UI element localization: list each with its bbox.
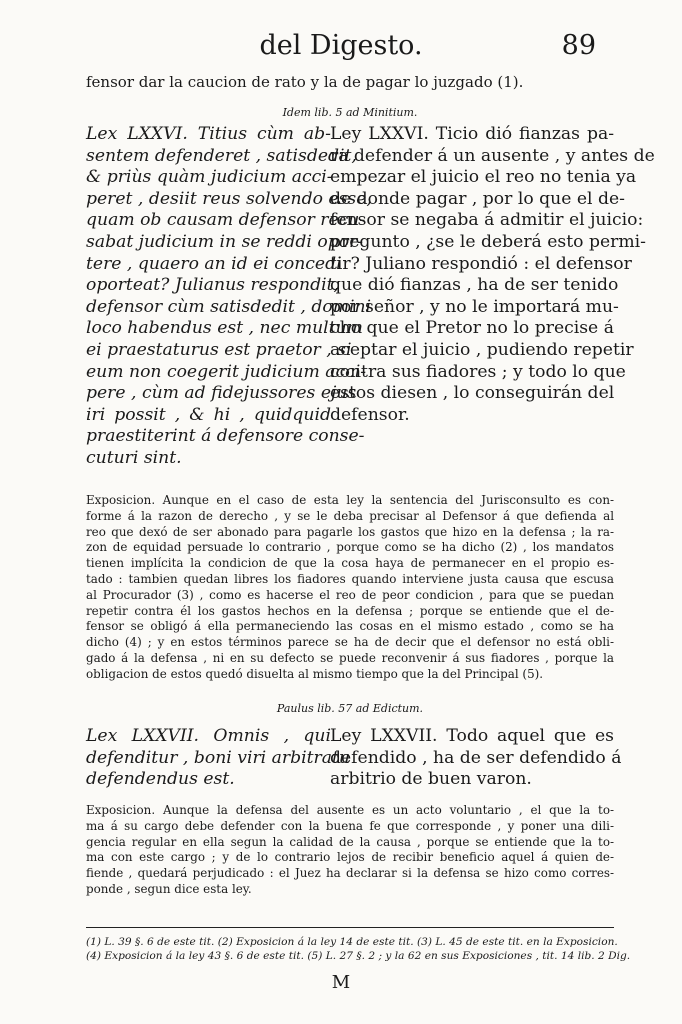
latin-text-lex-77 xyxy=(86,726,350,791)
exposicion-line: gado á la defensa , ni en su defecto se puede reconvenir á sus fiadores , porque la xyxy=(86,650,614,665)
latin-line: ei praestaturus est praetor , si xyxy=(86,339,352,360)
exposicion-line: fensor se obligó á ella permaneciendo las cosas en el mismo estado , como se ha xyxy=(86,619,614,634)
exposicion-line: repetir contra él los gastos hechos en la defensa ; porque se entiende que el de- xyxy=(86,603,614,618)
spanish-line: estos diesen , lo conseguirán del xyxy=(330,383,615,404)
exposicion-line: ponde , segun dice esta ley. xyxy=(86,881,252,896)
citation-2-text: Paulus lib. 57 ad Edictum. xyxy=(276,702,424,715)
latin-line: praestiterint á defensore conse- xyxy=(86,426,365,447)
latin-line: sabat judicium in se reddi opor- xyxy=(86,231,364,252)
exposicion-1 xyxy=(86,493,614,683)
exposicion-line: forme á la razon de derecho , y se le deba precisar al Defensor á que defienda al xyxy=(86,508,614,523)
latin-line: sentem defenderet , satisdedit, xyxy=(86,145,357,166)
spanish-line: contra sus fiadores ; y todo lo que xyxy=(330,361,626,382)
latin-line: defenditur , boni viri arbitratu xyxy=(86,747,350,768)
citation-2 xyxy=(86,702,614,716)
latin-line: cuturi sint. xyxy=(86,447,182,468)
spanish-line: por señor , y no le importará mu- xyxy=(330,296,619,317)
exposicion-line: al Procurador (3) , como es hacerse el reo de peor condicion , para que se puedan xyxy=(86,587,614,602)
latin-line: defendendus est. xyxy=(86,769,235,790)
spanish-line: defendido , ha de ser defendido á xyxy=(330,747,622,768)
citation-1-text: Idem lib. 5 ad Minitium. xyxy=(282,106,418,119)
spanish-line: cho que el Pretor no lo precise á xyxy=(330,318,614,339)
latin-line: tere , quaero an id ei concedi xyxy=(86,253,342,274)
exposicion-line: tado : tambien quedan libres los fiadores quando interviene justa causa que escusa xyxy=(86,571,614,586)
citation-1 xyxy=(86,106,614,120)
exposicion-line: ma con este cargo ; y de lo contrario lejos de recibir beneficio aquel á quien de- xyxy=(86,850,614,865)
spanish-line: que dió fianzas , ha de ser tenido xyxy=(330,275,619,296)
footnote-rule xyxy=(86,927,614,928)
spanish-line: fensor se negaba á admitir el juicio: xyxy=(330,210,644,231)
latin-line: peret , desiit reus solvendo esse, xyxy=(86,188,372,209)
latin-line: iri possit , & hi , quidquid xyxy=(86,404,331,425)
latin-line: Lex LXXVII. Omnis , qui xyxy=(86,726,331,746)
spanish-line: arbitrio de buen varon. xyxy=(330,769,532,790)
footnote-line-2: (4) Exposicion á la ley 43 §. 6 de este tit. (5) L. 27 §. 2 ; y la 62 en sus Exposiciones , tit. 14 lib. 2 Dig. xyxy=(86,950,631,962)
latin-line: & priùs quàm judicium acci- xyxy=(86,167,333,188)
exposicion-line: dicho (4) ; y en estos términos parece se ha de decir que el defensor no está obli- xyxy=(86,635,614,650)
spanish-line: Ley LXXVI. Ticio dió fianzas pa- xyxy=(330,124,614,144)
footnote-line-1: (1) L. 39 §. 6 de este tit. (2) Exposicion á la ley 14 de este tit. (3) L. 45 de este tit. en la Exposicion. xyxy=(86,936,618,948)
latin-line: defensor cùm satisdedit , domini xyxy=(86,296,372,317)
latin-line: Lex LXXVI. Titius cùm ab- xyxy=(86,124,331,144)
exposicion-line: reo que dexó de ser abonado para pagarle los gastos que hizo en la defensa ; la ra- xyxy=(86,524,614,539)
exposicion-line: ma á su cargo debe defender con la buena fe que corresponde , y poner una dili- xyxy=(86,818,614,833)
spanish-line: pregunto , ¿se le deberá esto permi- xyxy=(330,231,646,252)
exposicion-line: obligacion de estos quedó disuelta al mismo tiempo que la del Principal (5). xyxy=(86,666,544,681)
signature-mark: M xyxy=(331,972,351,993)
spanish-line: empezar el juicio el reo no tenia ya xyxy=(330,167,637,188)
spanish-line: Ley LXXVII. Todo aquel que es xyxy=(330,726,614,746)
page-number: 89 xyxy=(561,30,596,61)
latin-line: eum non coegerit judicium acci- xyxy=(86,361,367,382)
running-head: del Digesto. xyxy=(259,30,423,61)
exposicion-line: tienen implícita la condicion de que la cosa haya de permanecer en el propio es- xyxy=(86,556,614,571)
exposicion-line: fiende , quedará perjudicado : el Juez ha declarar si la defensa se hizo como corres- xyxy=(86,866,614,881)
spanish-text-ley-76 xyxy=(330,124,655,426)
exposicion-line: Exposicion. Aunque la defensa del ausente es un acto voluntario , el que la to- xyxy=(86,803,614,817)
latin-line: quam ob causam defensor recu- xyxy=(86,210,366,231)
spanish-line: tir? Juliano respondió : el defensor xyxy=(330,253,632,274)
exposicion-line: Exposicion. Aunque en el caso de esta ley la sentencia del Jurisconsulto es con- xyxy=(86,493,614,507)
exposicion-2 xyxy=(86,803,614,898)
spanish-text-ley-77 xyxy=(330,726,622,791)
latin-line: pere , cùm ad fidejussores ejus xyxy=(86,383,357,404)
latin-line: loco habendus est , nec multum xyxy=(86,318,363,339)
exposicion-line: zon de equidad persuade lo contrario , porque como se ha dicho (2) , los mandatos xyxy=(86,540,614,555)
spanish-line: ra defender á un ausente , y antes de xyxy=(330,145,655,166)
spanish-line: de donde pagar , por lo que el de- xyxy=(330,188,625,209)
spanish-line: aceptar el juicio , pudiendo repetir xyxy=(330,339,634,360)
spanish-line: defensor. xyxy=(330,404,410,425)
latin-line: oporteat? Julianus respondit, xyxy=(86,275,339,296)
exposicion-line: gencia regular en ella segun la calidad de la causa , porque se entiende que la to- xyxy=(86,834,614,849)
latin-text-lex-76 xyxy=(86,124,372,470)
continuation-line: fensor dar la caucion de rato y la de pagar lo juzgado (1). xyxy=(86,73,524,91)
